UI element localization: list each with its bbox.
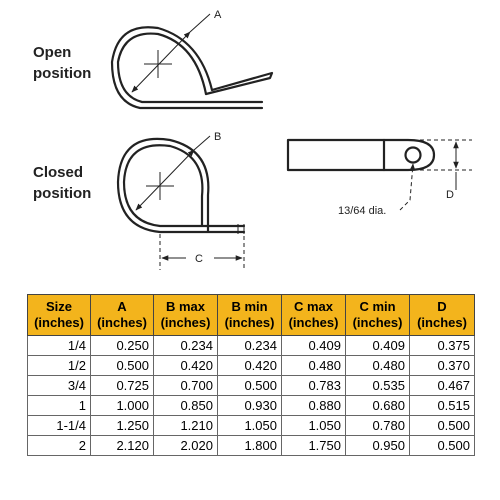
header-size: Size (inches) <box>28 295 91 336</box>
table-cell: 0.467 <box>410 376 475 396</box>
table-cell: 0.500 <box>91 356 154 376</box>
closed-position-label-line2: position <box>33 185 92 202</box>
header-b-max: B max (inches) <box>154 295 218 336</box>
table-cell: 0.535 <box>346 376 410 396</box>
dimension-b-label: B <box>214 131 222 143</box>
header-c-max: C max (inches) <box>282 295 346 336</box>
table-cell: 0.234 <box>154 336 218 356</box>
header-d: D (inches) <box>410 295 475 336</box>
table-row <box>28 336 475 356</box>
table-cell: 0.700 <box>154 376 218 396</box>
table-cell: 0.880 <box>282 396 346 416</box>
table-cell: 0.780 <box>346 416 410 436</box>
table-cell: 1-1/4 <box>28 416 91 436</box>
header-a: A (inches) <box>91 295 154 336</box>
table-cell: 1.000 <box>91 396 154 416</box>
table-cell: 0.783 <box>282 376 346 396</box>
table-cell: 0.500 <box>218 376 282 396</box>
table-cell: 1 <box>28 396 91 416</box>
dimension-d-label: D <box>446 189 454 201</box>
dimension-a-label: A <box>214 9 222 21</box>
table-row <box>28 356 475 376</box>
closed-clamp-drawing <box>118 131 244 270</box>
table-cell: 1.800 <box>218 436 282 456</box>
table-cell: 0.680 <box>346 396 410 416</box>
open-position-label-line1: Open <box>33 44 72 61</box>
hole-diameter-note: 13/64 dia. <box>338 205 387 217</box>
table-cell: 0.500 <box>410 416 475 436</box>
table-cell: 0.850 <box>154 396 218 416</box>
table-cell: 0.950 <box>346 436 410 456</box>
table-cell: 0.480 <box>282 356 346 376</box>
table-cell: 0.515 <box>410 396 475 416</box>
table-cell: 0.409 <box>282 336 346 356</box>
side-view-drawing <box>288 140 472 217</box>
table-cell: 0.375 <box>410 336 475 356</box>
table-cell: 0.420 <box>218 356 282 376</box>
table-cell: 1/4 <box>28 336 91 356</box>
table-cell: 0.250 <box>91 336 154 356</box>
table-cell: 3/4 <box>28 376 91 396</box>
table-cell: 1.750 <box>282 436 346 456</box>
table-cell: 0.725 <box>91 376 154 396</box>
table-cell: 0.500 <box>410 436 475 456</box>
table-row <box>28 416 475 436</box>
table-cell: 0.420 <box>154 356 218 376</box>
table-cell: 0.370 <box>410 356 475 376</box>
table-cell: 1/2 <box>28 356 91 376</box>
dimension-c-label: C <box>195 253 203 265</box>
dimensions-table <box>27 294 475 456</box>
table-cell: 0.409 <box>346 336 410 356</box>
table-cell: 0.480 <box>346 356 410 376</box>
table-header-row <box>28 295 475 336</box>
table-cell: 2.020 <box>154 436 218 456</box>
header-c-min: C min (inches) <box>346 295 410 336</box>
closed-position-label-line1: Closed <box>33 164 84 181</box>
table-row <box>28 376 475 396</box>
table-cell: 2 <box>28 436 91 456</box>
header-b-min: B min (inches) <box>218 295 282 336</box>
table-cell: 0.234 <box>218 336 282 356</box>
open-clamp-drawing <box>112 9 272 108</box>
table-cell: 1.050 <box>282 416 346 436</box>
table-cell: 1.210 <box>154 416 218 436</box>
table-row <box>28 436 475 456</box>
table-cell: 0.930 <box>218 396 282 416</box>
table-cell: 1.250 <box>91 416 154 436</box>
table-cell: 2.120 <box>91 436 154 456</box>
table-cell: 1.050 <box>218 416 282 436</box>
table-row <box>28 396 475 416</box>
open-position-label-line2: position <box>33 65 92 82</box>
